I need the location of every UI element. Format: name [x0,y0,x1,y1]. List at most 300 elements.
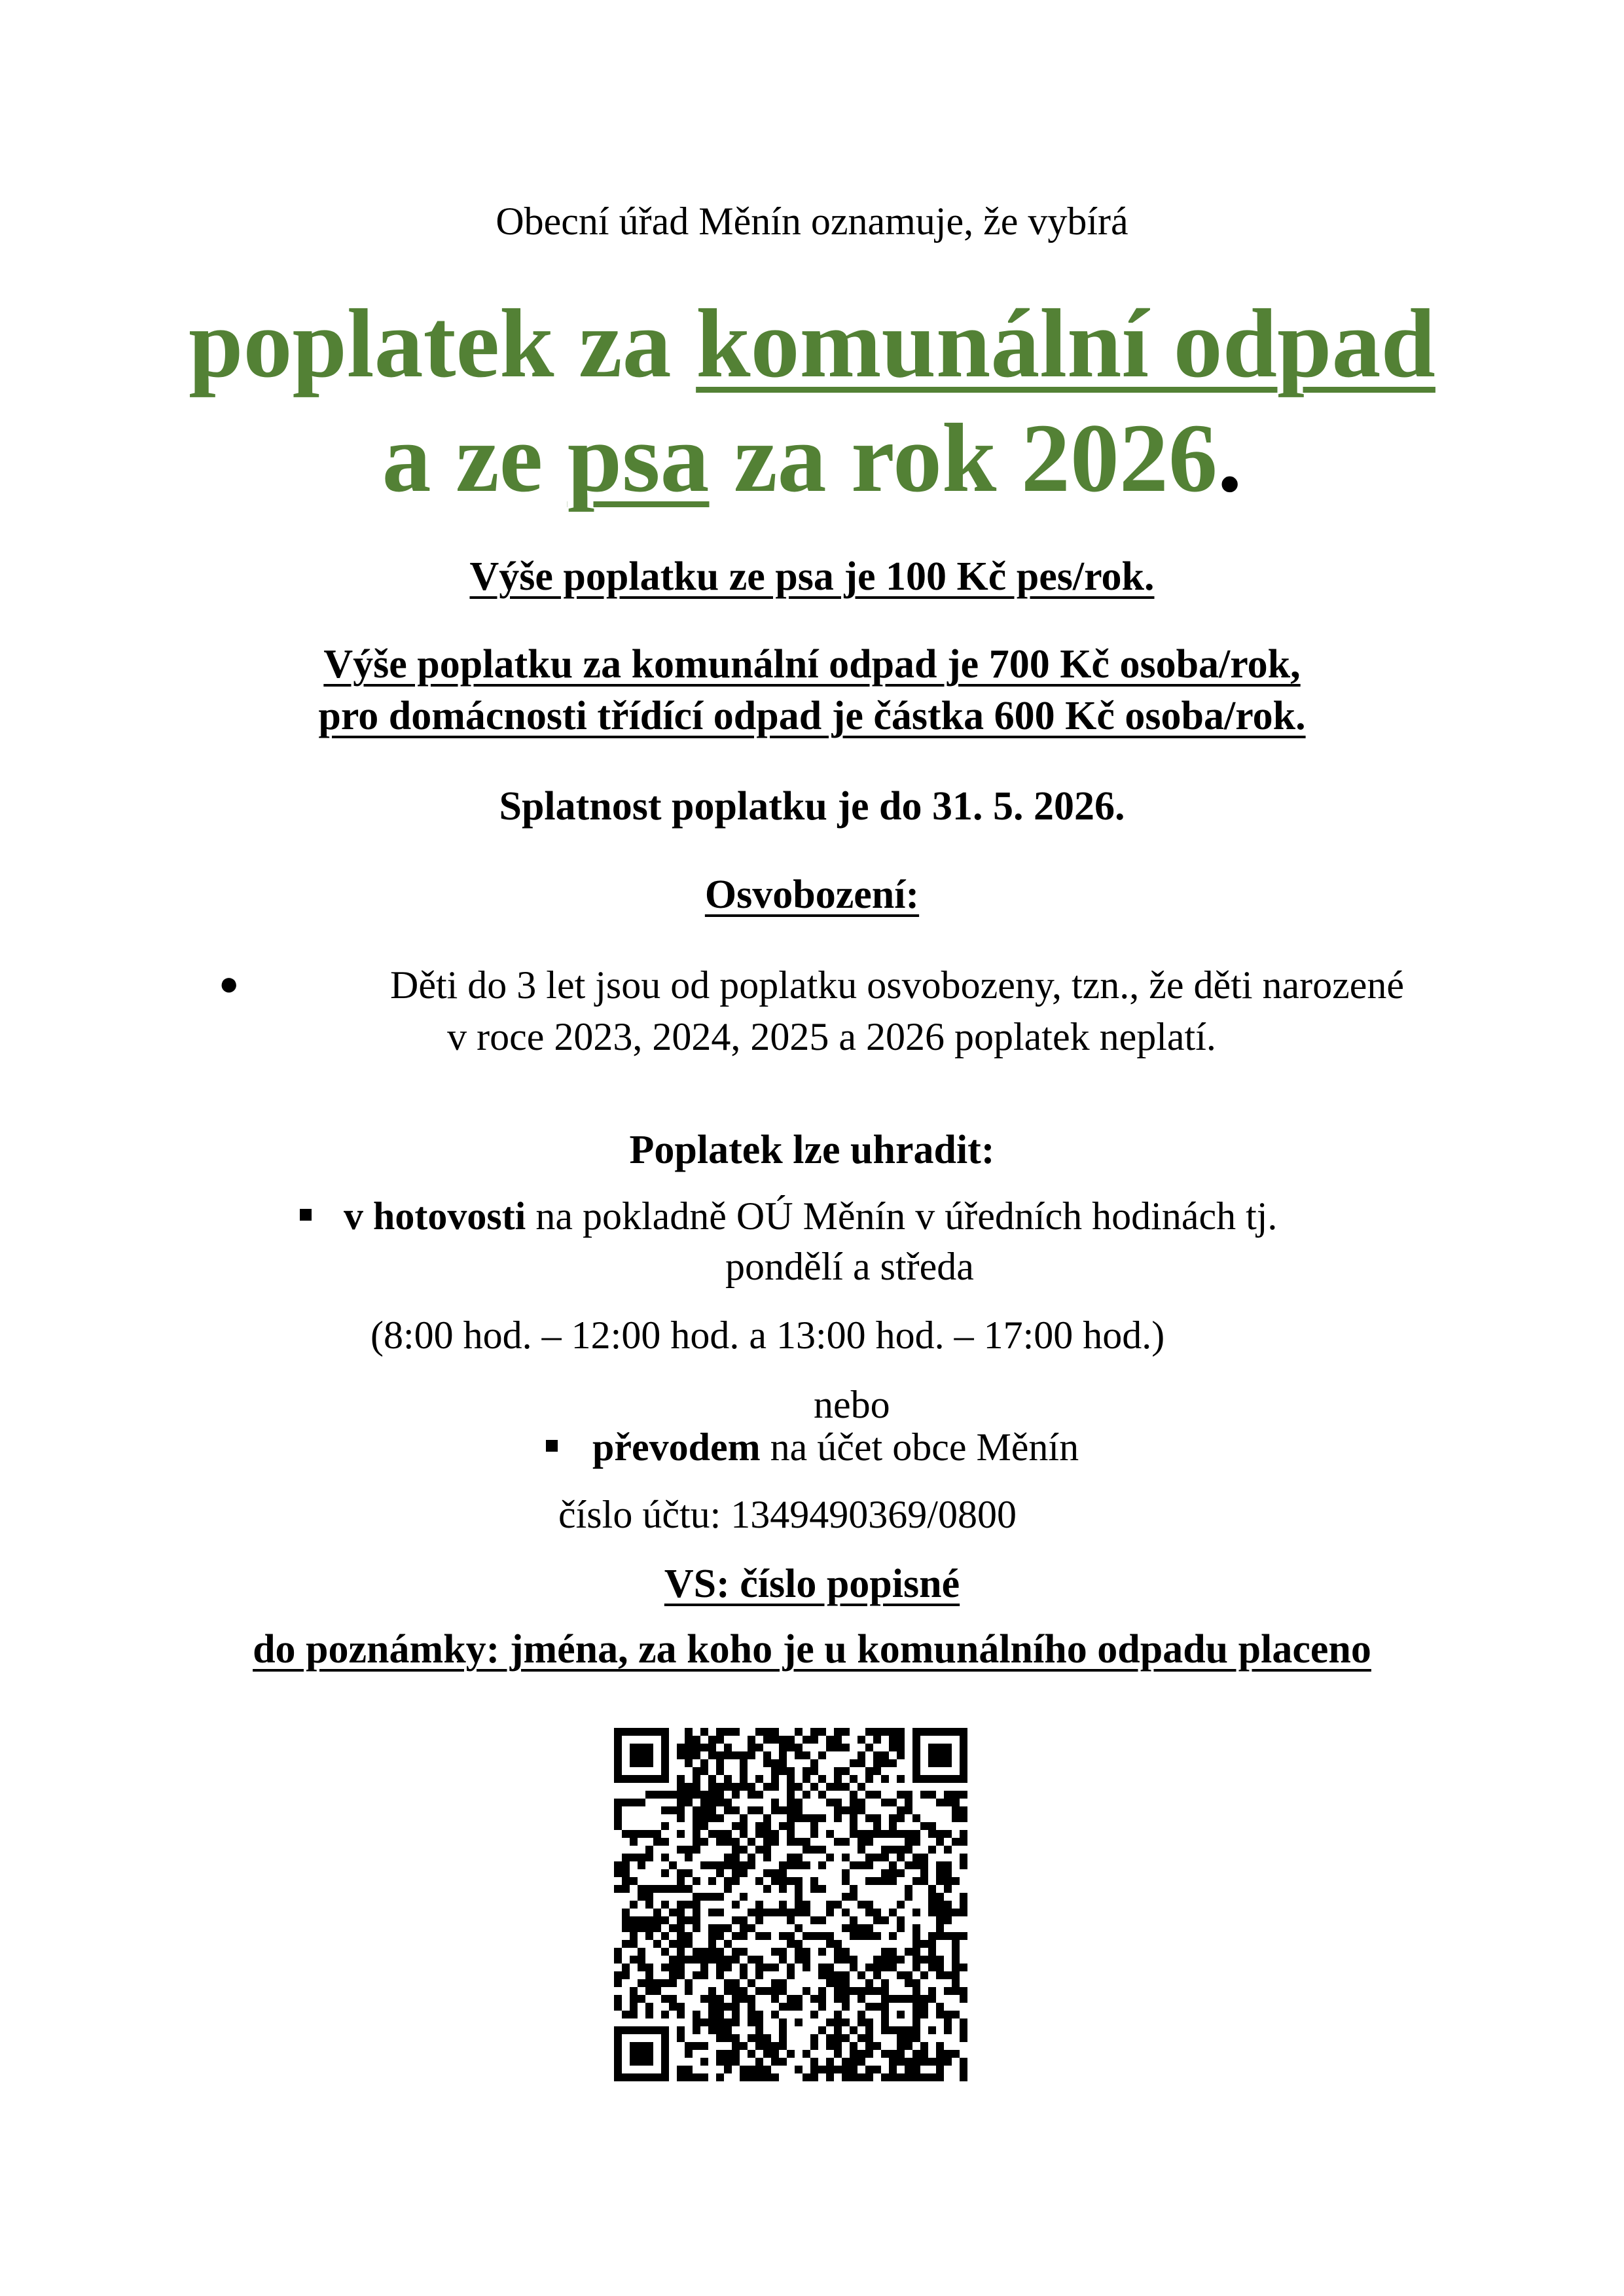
qr-module [865,1728,873,1736]
qr-module [905,1893,912,1901]
qr-module [960,1893,967,1901]
qr-module [661,1885,669,1893]
qr-module [755,1728,763,1736]
square-bullet-icon [546,1440,558,1452]
qr-module [748,2034,755,2042]
qr-module [755,1971,763,1979]
qr-module [873,1971,881,1979]
qr-module [614,2073,622,2081]
qr-module [944,2026,952,2034]
qr-module [653,1924,661,1932]
qr-module [787,1806,795,1814]
qr-module [732,1822,740,1830]
qr-module [897,1830,905,1838]
qr-module [857,1783,865,1791]
qr-module [912,2058,920,2066]
qr-module [779,1979,787,1987]
qr-module [661,1901,669,1909]
qr-module [748,2066,755,2073]
qr-module [897,1775,905,1783]
qr-module [677,1964,685,1971]
qr-module [614,1799,622,1806]
qr-module [795,1751,803,1759]
qr-module [818,1846,826,1854]
qr-module [748,1791,755,1799]
qr-module [614,1956,622,1964]
qr-module [803,1838,810,1846]
qr-module [771,2050,779,2058]
qr-module [755,2034,763,2042]
qr-module [669,1995,677,2003]
qr-module [693,1814,700,1822]
qr-module [905,1979,912,1987]
qr-module [693,2011,700,2018]
qr-module [889,2073,897,2081]
qr-module [803,2050,810,2058]
qr-module [928,1744,936,1751]
qr-module [653,1909,661,1916]
qr-module [661,2026,669,2034]
qr-module [724,1783,732,1791]
qr-module [873,1916,881,1924]
qr-module [700,1728,708,1736]
qr-module [889,1759,897,1767]
qr-module [834,2018,842,2026]
qr-module [912,1728,920,1736]
qr-module [708,1956,716,1964]
qr-module [952,1971,960,1979]
qr-module [779,1759,787,1767]
qr-module [834,1783,842,1791]
qr-module [685,1869,693,1877]
qr-module [842,2018,850,2026]
qr-module [700,1948,708,1956]
qr-module [661,2058,669,2066]
qr-module [936,2011,944,2018]
qr-module [661,1728,669,1736]
qr-module [826,2018,834,2026]
qr-module [787,1799,795,1806]
qr-module [795,1877,803,1885]
qr-module [724,1964,732,1971]
qr-module [850,1806,857,1814]
qr-module [614,1861,622,1869]
qr-module [897,1806,905,1814]
qr-module [857,1995,865,2003]
qr-module [787,1767,795,1775]
qr-module [622,2073,630,2081]
qr-module [912,1767,920,1775]
qr-module [873,1767,881,1775]
qr-module [724,1751,732,1759]
qr-module [700,2073,708,2081]
qr-module [960,1728,967,1736]
qr-module [803,1964,810,1971]
qr-module [693,1971,700,1979]
qr-module [716,1948,724,1956]
qr-module [645,1775,653,1783]
qr-module [912,1830,920,1838]
qr-module [842,1838,850,1846]
qr-module [748,1861,755,1869]
qr-module [912,1838,920,1846]
qr-module [881,2073,889,2081]
qr-module [630,1728,638,1736]
qr-module [818,1775,826,1783]
qr-module [795,1744,803,1751]
qr-module [661,1744,669,1751]
qr-module [787,1932,795,1940]
qr-module [771,1806,779,1814]
qr-module [920,1822,928,1830]
qr-module [740,1971,748,1979]
qr-module [614,1822,622,1830]
qr-module [708,2018,716,2026]
qr-module [881,1964,889,1971]
qr-module [834,2050,842,2058]
qr-module [716,1838,724,1846]
qr-module [897,1751,905,1759]
qr-module [638,1885,645,1893]
qr-module [645,1893,653,1901]
qr-module [724,1956,732,1964]
qr-module [755,2011,763,2018]
qr-module [865,1924,873,1932]
qr-module [936,1956,944,1964]
qr-module [614,2058,622,2066]
qr-module [614,1759,622,1767]
qr-module [638,2042,645,2050]
qr-module [763,2073,771,2081]
qr-module [850,2026,857,2034]
qr-module [912,1932,920,1940]
qr-module [755,1744,763,1751]
qr-module [826,1901,834,1909]
qr-module [614,1995,622,2003]
qr-module [740,1995,748,2003]
qr-module [787,2050,795,2058]
qr-module [818,1791,826,1799]
qr-module [960,2026,967,2034]
qr-module [850,1814,857,1822]
qr-module [803,1987,810,1995]
qr-module [944,1759,952,1767]
qr-module [787,1744,795,1751]
qr-module [716,2018,724,2026]
qr-module [779,1822,787,1830]
qr-module [912,2066,920,2073]
qr-module [905,2058,912,2066]
qr-module [826,1979,834,1987]
qr-module [810,1736,818,1744]
qr-module [669,1924,677,1932]
qr-module [936,1775,944,1783]
qr-module [850,1822,857,1830]
qr-module [716,1830,724,1838]
qr-module [653,1775,661,1783]
qr-module [920,1940,928,1948]
qr-module [795,1893,803,1901]
qr-module [826,2034,834,2042]
qr-module [787,1940,795,1948]
square-bullet-icon [300,1209,312,1221]
qr-module [614,1806,622,1814]
qr-module [928,2073,936,2081]
qr-module [779,1806,787,1814]
qr-module [638,1861,645,1869]
qr-module [630,1995,638,2003]
qr-module [826,1909,834,1916]
qr-module [795,1783,803,1791]
qr-module [638,1964,645,1971]
qr-module [842,1728,850,1736]
qr-module [677,1948,685,1956]
qr-module [661,1948,669,1956]
qr-module [677,1744,685,1751]
qr-module [936,1924,944,1932]
qr-module [881,2011,889,2018]
qr-module [740,1932,748,1940]
qr-module [803,1814,810,1822]
qr-module [810,1995,818,2003]
qr-module [645,2042,653,2050]
qr-module [920,2073,928,2081]
qr-module [865,2003,873,2011]
qr-module [881,1751,889,1759]
qr-module [732,2050,740,2058]
qr-module [936,1728,944,1736]
qr-module [873,1751,881,1759]
qr-module [614,1885,622,1893]
qr-module [857,1799,865,1806]
qr-module [685,1728,693,1736]
qr-module [748,1909,755,1916]
qr-module [787,1783,795,1791]
qr-module [842,1987,850,1995]
qr-module [960,1759,967,1767]
qr-module [614,1948,622,1956]
qr-module [795,1806,803,1814]
qr-module [897,2058,905,2066]
qr-module [787,1814,795,1822]
qr-module [740,1893,748,1901]
qr-module [716,1791,724,1799]
qr-module [912,1736,920,1744]
qr-module [905,1948,912,1956]
qr-module [787,1909,795,1916]
qr-module [952,1877,960,1885]
qr-module [740,1861,748,1869]
qr-module [685,1751,693,1759]
qr-module [653,1885,661,1893]
qr-module [669,1956,677,1964]
qr-module [912,2026,920,2034]
qr-module [677,1806,685,1814]
qr-module [818,1728,826,1736]
qr-module [850,1987,857,1995]
qr-module [732,1987,740,1995]
qr-module [850,1956,857,1964]
qr-module [708,1948,716,1956]
qr-module [779,1987,787,1995]
qr-module [803,1956,810,1964]
qr-module [881,1877,889,1885]
qr-module [795,1909,803,1916]
qr-module [944,1830,952,1838]
qr-module [693,1783,700,1791]
qr-module [614,1775,622,1783]
qr-module [857,1751,865,1759]
qr-module [795,1728,803,1736]
qr-module [944,1861,952,1869]
qr-module [693,1924,700,1932]
qr-module [865,2066,873,2073]
qr-module [771,1964,779,1971]
qr-module [912,2018,920,2026]
waste-fee-text-2: pro domácnosti třídící odpad je částka 600 Kč osoba/rok. [318,694,1306,738]
qr-module [716,1893,724,1901]
qr-module [920,1995,928,2003]
qr-module [724,2066,732,2073]
qr-module [936,1964,944,1971]
qr-module [912,1948,920,1956]
qr-module [740,1814,748,1822]
qr-module [787,1854,795,1861]
qr-module [826,2042,834,2050]
qr-module [920,1877,928,1885]
qr-module [708,2003,716,2011]
qr-module [952,2011,960,2018]
qr-module [645,1916,653,1924]
qr-module [834,1806,842,1814]
qr-module [748,2003,755,2011]
qr-module [645,2003,653,2011]
qr-module [700,1791,708,1799]
qr-module [944,1728,952,1736]
qr-module [763,1783,771,1791]
qr-module [669,1979,677,1987]
qr-module [677,2003,685,2011]
qr-module [795,1948,803,1956]
qr-module [865,2018,873,2026]
qr-module [912,2034,920,2042]
qr-module [763,1814,771,1822]
qr-module [952,1814,960,1822]
qr-module [685,2073,693,2081]
qr-module [622,1728,630,1736]
qr-module [779,1948,787,1956]
qr-module [638,2026,645,2034]
qr-module [763,1751,771,1759]
qr-module [850,1932,857,1940]
qr-module [881,1775,889,1783]
qr-module [826,1783,834,1791]
qr-module [826,1744,834,1751]
qr-module [865,1877,873,1885]
qr-module [693,2042,700,2050]
qr-module [865,1987,873,1995]
qr-module [677,1877,685,1885]
qr-module [622,1830,630,1838]
qr-module [677,2011,685,2018]
qr-module [755,2073,763,2081]
qr-module [614,1971,622,1979]
qr-module [732,1948,740,1956]
qr-module [944,2018,952,2026]
qr-module [622,1971,630,1979]
qr-module [873,1728,881,1736]
qr-module [748,2011,755,2018]
qr-module [732,1956,740,1964]
qr-module [708,1940,716,1948]
qr-module [905,1806,912,1814]
qr-module [693,2026,700,2034]
qr-module [881,1830,889,1838]
qr-module [677,1814,685,1822]
qr-module [716,2073,724,2081]
qr-module [724,1979,732,1987]
qr-module [716,1736,724,1744]
qr-module [960,1995,967,2003]
qr-module [669,1885,677,1893]
qr-module [724,2003,732,2011]
cash-days: pondělí a středa [725,1245,974,1288]
qr-module [638,1759,645,1767]
qr-module [850,1830,857,1838]
qr-module [889,1877,897,1885]
qr-module [897,2073,905,2081]
qr-module [889,1964,897,1971]
qr-module [779,1932,787,1940]
qr-module [873,1830,881,1838]
qr-module [795,1838,803,1846]
qr-module [834,1971,842,1979]
qr-module [834,1948,842,1956]
qr-module [645,1901,653,1909]
qr-module [857,1932,865,1940]
qr-module [724,2026,732,2034]
qr-module [763,1964,771,1971]
qr-module [889,2066,897,2073]
qr-module [897,1995,905,2003]
qr-module [944,1799,952,1806]
qr-module [755,1987,763,1995]
qr-module [661,1995,669,2003]
qr-module [693,1877,700,1885]
qr-module [614,1728,622,1736]
qr-module [857,1838,865,1846]
qr-module [645,1885,653,1893]
qr-module [661,2042,669,2050]
qr-module [779,1885,787,1893]
qr-module [685,2066,693,2073]
qr-module [889,1830,897,1838]
qr-module [834,1744,842,1751]
qr-module [724,1861,732,1869]
qr-module [708,1751,716,1759]
qr-module [700,1822,708,1830]
qr-module [748,1956,755,1964]
qr-module [779,1877,787,1885]
qr-module [677,1846,685,1854]
qr-module [732,1979,740,1987]
qr-module [685,1736,693,1744]
qr-module [716,2026,724,2034]
qr-module [960,1775,967,1783]
qr-module [952,1932,960,1940]
qr-module [889,1956,897,1964]
qr-module [724,1940,732,1948]
